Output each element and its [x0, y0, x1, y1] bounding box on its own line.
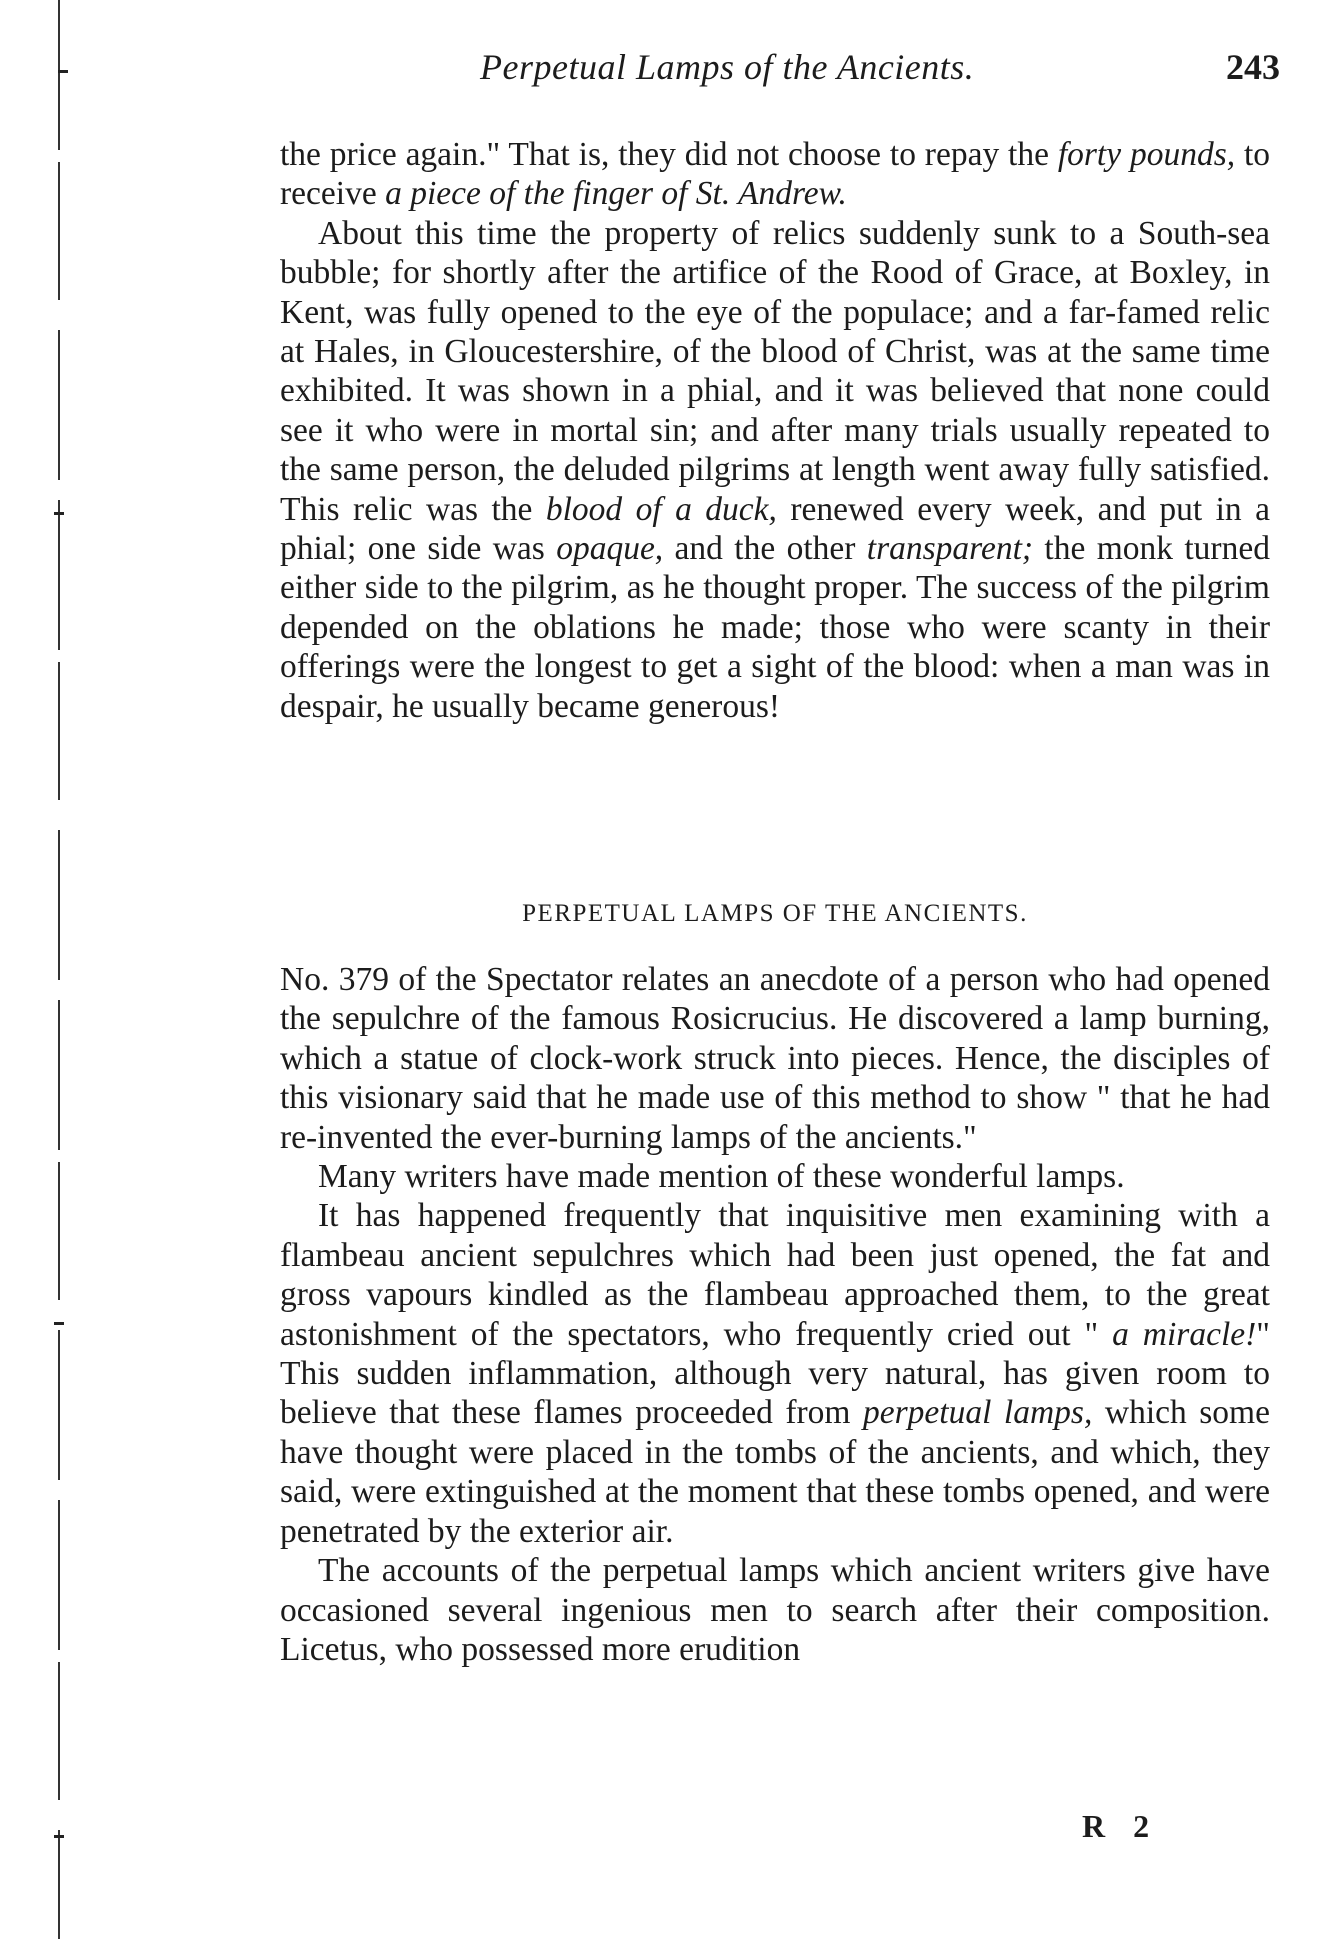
paragraph-licetus: The accounts of the perpetual lamps which ancient writers give have occasioned several ingenious men to search after their composition. Licetus, who possessed more erudition: [280, 1552, 1270, 1668]
paragraph-writers: Many writers have made mention of these wonderful lamps.: [318, 1158, 1125, 1196]
paragraph-relic-hales: [280, 214, 1270, 726]
page-number: 243: [1226, 47, 1280, 87]
italic-run: forty pounds,: [1057, 136, 1236, 173]
section-relics: [280, 135, 1270, 726]
paragraph-sepulchres: [280, 1196, 1270, 1551]
paragraph-spectator: No. 379 of the Spectator relates an anecdote of a person who had opened the sepulchre of the famous Rosicrucius. He discovered a lamp burning, which a statue of clock-work struck into pieces. Hence, the disciples of this visionary said that he made use of this method to show " that he had re-invented the ever-burning lamps of the ancients.": [280, 961, 1270, 1156]
margin-mark: [58, 70, 68, 73]
text-run: " This sudden inflammation, although very natural, has given room to believe that these flames proceeded from: [280, 1315, 1270, 1432]
text-run: About this time the property of relics suddenly sunk to a South-sea bubble; for shortly after the artifice of the Rood of Grace, at Boxley, in Kent, was fully opened to the eye of the populace; and a far-famed relic at Hales, in Gloucestershire, of the blood of Christ, was at the same time exhibited. It was shown in a phial, and it was believed that none could see it who were in mortal sin; and after many trials usually repeated to the same person, the deluded pilgrims at length went away fully satisfied. This relic was the: [280, 214, 1270, 528]
paragraph-continued: [280, 135, 1270, 214]
section-heading: PERPETUAL LAMPS OF THE ANCIENTS.: [522, 900, 1028, 927]
text-run: the monk turned either side to the pilgrim, as he thought proper. The success of the pilgrim depended on the oblations he made; those who were scanty in their offerings were the longest to get a sight of the blood: when a man was in despair, he usually became generous!: [280, 530, 1270, 725]
text-run: which some have thought were placed in the tombs of the ancients, and which, they said, were extinguished at the moment that these tombs opened, and were penetrated by the exterior air.: [280, 1394, 1270, 1550]
text-run: to receive: [280, 136, 1271, 213]
italic-run: a piece of the finger of St. Andrew.: [385, 175, 847, 213]
margin-mark: [54, 1322, 64, 1325]
italic-run: transparent;: [866, 530, 1034, 568]
margin-mark: [54, 512, 64, 515]
text-run: and the other: [663, 530, 867, 568]
italic-run: blood of a duck,: [545, 490, 777, 528]
italic-run: opaque,: [556, 530, 664, 568]
page-header: [280, 46, 1280, 96]
italic-run: a miracle!: [1112, 1315, 1257, 1353]
italic-run: perpetual lamps,: [863, 1394, 1093, 1432]
text-run: renewed every week, and put in a phial; one side was: [280, 490, 1270, 568]
running-title: Perpetual Lamps of the Ancients.: [480, 47, 975, 87]
section-perpetual-lamps: [280, 960, 1270, 1669]
binding-margin-rule: [58, 0, 60, 1939]
margin-mark: [54, 1835, 64, 1838]
text-run: It has happened frequently that inquisitive men examining with a flambeau ancient sepulchres which had been just opened, the fat and gross vapours kindled as the flambeau approached them, to the great astonishment of the spectators, who frequently cried out ": [280, 1197, 1270, 1353]
text-run: the price again." That is, they did not choose to repay the: [280, 136, 1049, 173]
signature-mark: R 2: [1082, 1808, 1160, 1844]
